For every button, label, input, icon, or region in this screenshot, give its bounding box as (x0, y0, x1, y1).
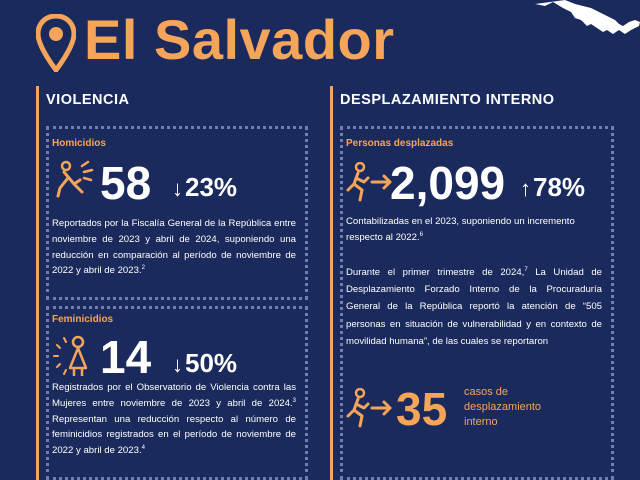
female-figure-icon (52, 334, 96, 378)
displaced-person-icon (346, 162, 394, 202)
right-accent-bar (330, 86, 333, 480)
displaced-person-icon (346, 388, 394, 428)
desplazadas-number: 2,099 (390, 157, 506, 209)
page-title: El Salvador (84, 8, 395, 71)
left-accent-bar (36, 86, 39, 480)
central-america-map-icon (535, 0, 640, 42)
feminicidios-number: 14 (100, 331, 152, 383)
homicidios-number: 58 (100, 157, 152, 209)
desplazadas-report-text: Durante el primer trimestre de 2024,$^7$ La Unidad de Desplazamiento Forzado Interno de la Procuraduría General de la República reportó la atención de “505 personas en situación de vulnerabilidad y en contexto de movilidad humana”, de las cuales se reportaron (346, 266, 602, 347)
homicidios-percent: ↓23% (172, 172, 238, 202)
arrow-down-icon: ↓ (172, 176, 183, 201)
homicide-figure-icon (54, 160, 94, 200)
header (0, 0, 640, 80)
feminicidios-percent: ↓50% (172, 348, 238, 378)
desplazadas-label: Personas desplazadas (346, 138, 454, 149)
section-title-desplazamiento: DESPLAZAMIENTO INTERNO (340, 92, 555, 108)
feminicidios-label: Feminicidios (52, 314, 114, 325)
feminicidios-description: Registrados por el Observatorio de Violencia contra las Mujeres entre noviembre de 2023 y abril de 2024.$^3$ Representan una reducción respecto al número de feminicidios registrados en el período de noviembre de 2022 y abril de 2023.$^4$ (52, 382, 296, 457)
arrow-up-icon: ↑ (520, 176, 531, 201)
homicidios-label: Homicidios (52, 138, 106, 149)
section-title-violencia: VIOLENCIA (46, 92, 130, 108)
arrow-down-icon: ↓ (172, 352, 183, 377)
cases-number: 35 (396, 383, 448, 435)
homicidios-description: Reportados por la Fiscalía General de la República entre noviembre de 2023 y abril de 2024, suponiendo una reducción en comparación al período de noviembre de 2022 y abril de 2023.$^2$ (52, 218, 296, 277)
cases-text: casos de desplazamiento interno (464, 386, 542, 428)
desplazadas-percent: ↑78% (520, 172, 586, 202)
desplazadas-description: Contabilizadas en el 2023, suponiendo un incremento respecto al 2022.$^6$ (346, 216, 575, 243)
location-pin-icon (36, 14, 76, 72)
